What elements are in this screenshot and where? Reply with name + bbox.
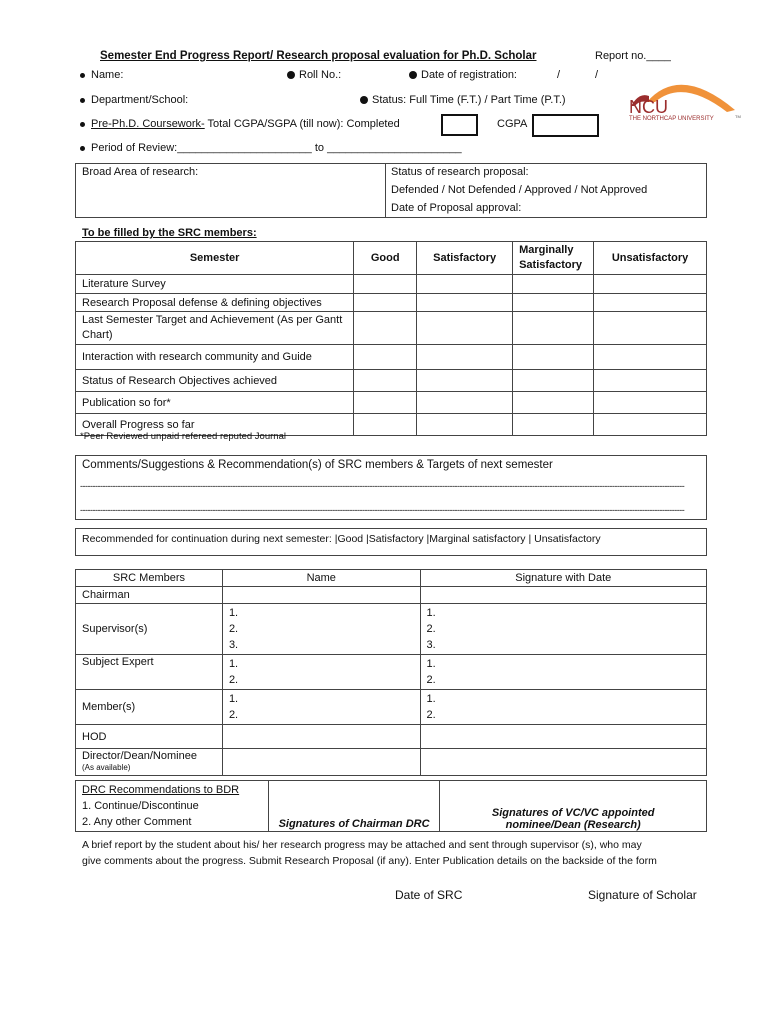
name-label: Name:: [91, 69, 124, 81]
date-registration-label: Date of registration:: [421, 69, 517, 81]
src-members-table: [75, 569, 707, 776]
num: 1.: [228, 658, 239, 670]
num: 1.: [426, 607, 436, 619]
cell[interactable]: [354, 345, 417, 370]
status-label: Status: Full Time (F.T.) / Part Time (P.T.): [372, 94, 566, 106]
num: 2.: [426, 709, 436, 721]
cell[interactable]: [594, 345, 707, 370]
signature-of-scholar: Signature of Scholar: [588, 888, 697, 902]
cell[interactable]: [513, 294, 594, 312]
header-name: Name: [222, 570, 420, 587]
header-marginally: Marginally Satisfactory: [513, 242, 594, 275]
src-heading: To be filled by the SRC members:: [82, 227, 257, 239]
note-line-1: A brief report by the student about his/ her research progress may be attached and sent through supervisor (s), who may: [82, 839, 642, 851]
header-src-members: SRC Members: [76, 570, 223, 587]
cell[interactable]: [594, 312, 707, 345]
cell[interactable]: [417, 275, 513, 294]
recommendation-text: Recommended for continuation during next semester: |Good |Satisfactory |Marginal satisfactory | Unsatisfactory: [82, 533, 601, 545]
drc-item-2: 2. Any other Comment: [82, 816, 192, 828]
cell[interactable]: [354, 392, 417, 414]
status-field[interactable]: [360, 94, 566, 106]
director-label: Director/Dean/Nominee: [82, 750, 197, 762]
member-names[interactable]: [222, 690, 420, 725]
name-field[interactable]: [80, 69, 123, 81]
num: 2.: [228, 674, 239, 686]
row-label: Overall Progress so far: [76, 414, 354, 436]
cell[interactable]: [354, 275, 417, 294]
num: 1.: [228, 693, 239, 705]
num: 1.: [426, 693, 436, 705]
table-row: [76, 345, 707, 370]
cell[interactable]: [513, 275, 594, 294]
supervisor-signatures[interactable]: [420, 604, 706, 655]
num: 2.: [228, 709, 239, 721]
num: 2.: [426, 623, 436, 635]
period-field[interactable]: [80, 142, 462, 154]
header-good: Good: [354, 242, 417, 275]
cgpa-input-box[interactable]: [532, 114, 599, 137]
cell[interactable]: [354, 370, 417, 392]
table-row: [76, 294, 707, 312]
chairman-drc-signature[interactable]: Signatures of Chairman DRC: [268, 781, 440, 832]
row-label: Status of Research Objectives achieved: [76, 370, 354, 392]
num: 2.: [426, 674, 436, 686]
proposal-approval-date: Date of Proposal approval:: [391, 202, 522, 214]
cell[interactable]: [513, 370, 594, 392]
comments-line: --------------------------------------------------------------------------------------------------------------------------------------------------------------------------------------------------------------------------------------------------: [80, 505, 685, 515]
coursework-text: Total CGPA/SGPA (till now): Completed: [204, 118, 400, 130]
proposal-status-options: Defended / Not Defended / Approved / Not Approved: [391, 184, 648, 196]
table-row: [76, 275, 707, 294]
drc-title: DRC Recommendations to BDR: [82, 784, 240, 796]
drc-table: [75, 780, 707, 832]
cell[interactable]: [594, 392, 707, 414]
completed-input-box[interactable]: [441, 114, 478, 136]
broad-area-label: Broad Area of research:: [82, 166, 199, 178]
department-field[interactable]: [80, 94, 188, 106]
num: 3.: [426, 639, 436, 651]
num: 2.: [228, 623, 239, 635]
expert-names[interactable]: [222, 655, 420, 690]
member-signatures[interactable]: [420, 690, 706, 725]
ncu-logo: [625, 72, 745, 127]
table-row: [76, 370, 707, 392]
hod-name[interactable]: [222, 725, 420, 749]
coursework-label: Pre-Ph.D. Coursework-: [91, 118, 205, 130]
cell[interactable]: [594, 414, 707, 436]
cell[interactable]: [594, 370, 707, 392]
form-title: Semester End Progress Report/ Research proposal evaluation for Ph.D. Scholar: [100, 50, 537, 62]
row-label: Research Proposal defense & defining objectives: [76, 294, 354, 312]
supervisor-names[interactable]: [222, 604, 420, 655]
header-semester: Semester: [76, 242, 354, 275]
cell[interactable]: [417, 370, 513, 392]
chairman-name[interactable]: [222, 587, 420, 604]
roll-no-field[interactable]: [287, 69, 341, 81]
table-row: [76, 392, 707, 414]
cell[interactable]: [417, 312, 513, 345]
members-label: Member(s): [76, 690, 223, 725]
hod-label: HOD: [76, 725, 223, 749]
cell[interactable]: [417, 345, 513, 370]
num: 1.: [426, 658, 436, 670]
table-row: [76, 312, 707, 345]
cell[interactable]: [513, 414, 594, 436]
date-of-src: Date of SRC: [395, 888, 463, 902]
director-note: (As available): [82, 763, 131, 772]
cell[interactable]: [513, 312, 594, 345]
cell[interactable]: [354, 312, 417, 345]
evaluation-table: [75, 241, 707, 436]
row-label: Last Semester Target and Achievement (As per Gantt Chart): [76, 312, 354, 345]
comments-line: --------------------------------------------------------------------------------------------------------------------------------------------------------------------------------------------------------------------------------------------------: [80, 481, 685, 491]
row-label: Publication so for*: [76, 392, 354, 414]
logo-arch-icon: [625, 72, 745, 127]
coursework-field: [80, 118, 400, 130]
footnote: *Peer Reviewed unpaid refereed reputed Journal: [80, 431, 286, 442]
cell[interactable]: [354, 414, 417, 436]
department-label: Department/School:: [91, 94, 189, 106]
report-no: Report no.____: [595, 50, 671, 62]
svg-text:TM: TM: [735, 114, 741, 119]
note-line-2: give comments about the progress. Submit Research Proposal (if any). Enter Publication details on the backside of the form: [82, 855, 657, 867]
header-signature: Signature with Date: [420, 570, 706, 587]
cell[interactable]: [417, 414, 513, 436]
svg-text:THE NORTHCAP UNIVERSITY: THE NORTHCAP UNIVERSITY: [629, 116, 714, 122]
divider: [385, 163, 386, 218]
num: 1.: [228, 607, 239, 619]
header-satisfactory: Satisfactory: [417, 242, 513, 275]
cell[interactable]: [594, 294, 707, 312]
period-label: Period of Review:______________________ to ______________________: [91, 142, 462, 154]
svg-text:NCU: NCU: [629, 97, 668, 117]
subject-expert-label: Subject Expert: [76, 655, 223, 690]
cell[interactable]: [594, 275, 707, 294]
cell[interactable]: [513, 345, 594, 370]
cell[interactable]: [513, 392, 594, 414]
cell[interactable]: [417, 294, 513, 312]
supervisors-label: Supervisor(s): [76, 604, 223, 655]
date-registration-field[interactable]: [409, 69, 517, 81]
drc-item-1: 1. Continue/Discontinue: [82, 800, 199, 812]
header-unsatisfactory: Unsatisfactory: [594, 242, 707, 275]
cell[interactable]: [354, 294, 417, 312]
expert-signatures[interactable]: [420, 655, 706, 690]
vc-signature[interactable]: Signatures of VC/VC appointed nominee/Dean (Research): [440, 781, 707, 832]
chairman-signature[interactable]: [420, 587, 706, 604]
director-signature[interactable]: [420, 749, 706, 776]
num: 3.: [228, 639, 239, 651]
cell[interactable]: [417, 392, 513, 414]
cgpa-label: CGPA: [497, 118, 528, 130]
chairman-label: Chairman: [76, 587, 223, 604]
director-name[interactable]: [222, 749, 420, 776]
row-label: Literature Survey: [76, 275, 354, 294]
row-label: Interaction with research community and Guide: [76, 345, 354, 370]
date-slash: /: [595, 69, 599, 81]
comments-label: Comments/Suggestions & Recommendation(s) of SRC members & Targets of next semester: [82, 459, 553, 471]
proposal-status-label: Status of research proposal:: [391, 166, 529, 178]
date-slash: /: [557, 69, 561, 81]
hod-signature[interactable]: [420, 725, 706, 749]
roll-no-label: Roll No.:: [299, 69, 342, 81]
